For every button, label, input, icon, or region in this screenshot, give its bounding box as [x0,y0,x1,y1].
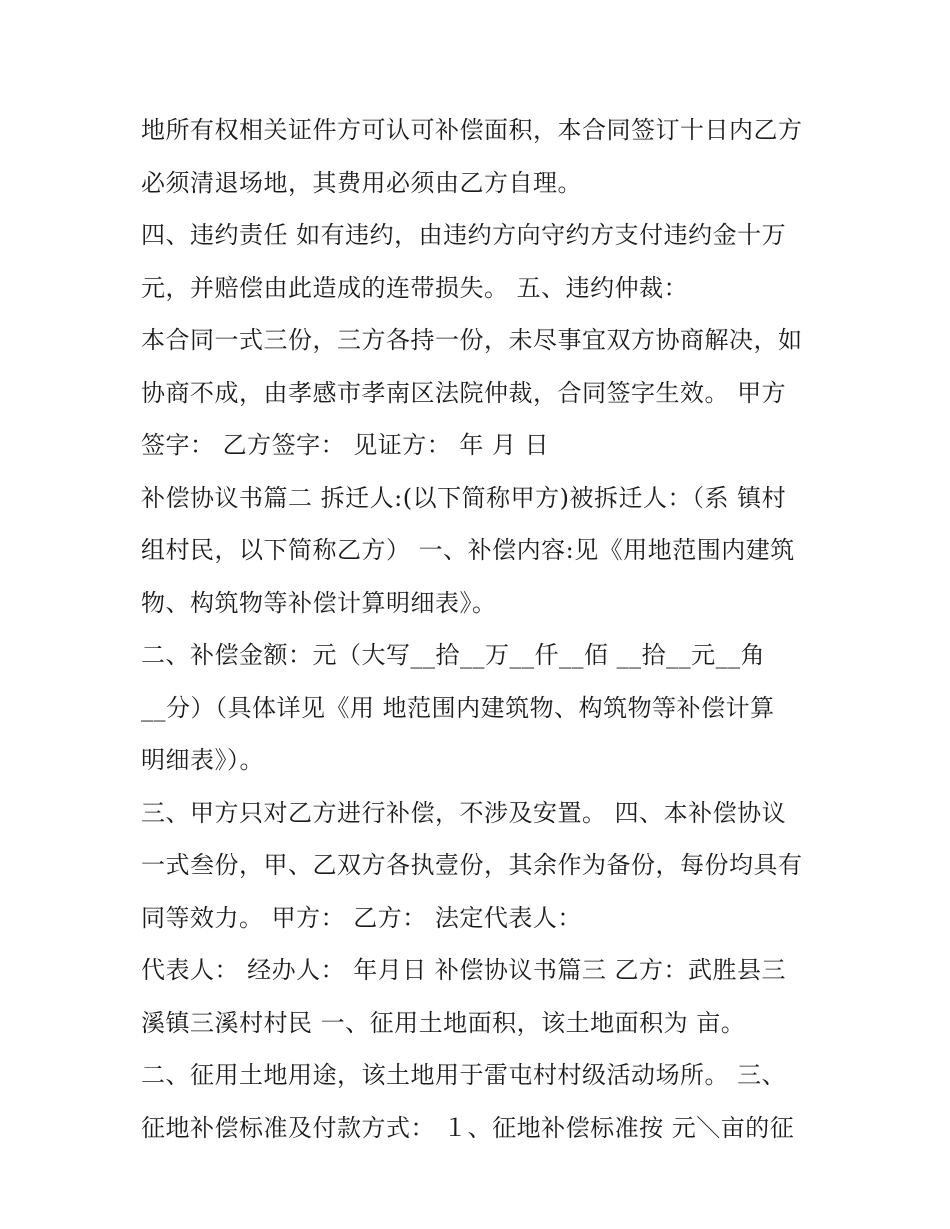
text-line-16: 同等效力。 甲方： 乙方： 法定代表人： [141,903,582,932]
document-body [141,104,831,1154]
text-line-11: 二、补偿金额：元（大写__拾__万__仟__佰 __拾__元__角 [141,641,766,669]
text-line-7: 签字： 乙方签字： 见证方： 年 月 日 [141,431,550,459]
text-line-4: 元，并赔偿由此造成的连带损失。 五、违约仲裁： [141,273,689,302]
text-line-15: 一式叁份，甲、乙双方各执壹份，其余作为备份，每份均具有 [141,851,803,879]
text-line-3: 四、违约责任 如有违约，由违约方向守约方支付违约金十万 [141,221,787,249]
text-line-12: __分）（具体详见《用 地范围内建筑物、构筑物等补偿计算 [141,693,775,722]
text-line-17: 代表人： 经办人： 年月日 补偿协议书篇三 乙方：武胜县三 [141,956,787,984]
text-line-13: 明细表》）。 [141,746,264,774]
text-line-18: 溪镇三溪村村民 一、征用土地面积，该土地面积为 亩。 [141,1008,746,1037]
text-line-6: 协商不成，由孝感市孝南区法院仲裁，合同签字生效。 甲方 [141,378,787,407]
text-line-19: 二、征用土地用途，该土地用于雷屯村村级活动场所。 三、 [141,1061,787,1089]
text-line-10: 物、构筑物等补偿计算明细表》。 [141,588,497,617]
text-line-2: 必须清退场地，其费用必须由乙方自理。 [141,168,582,197]
text-line-14: 三、甲方只对乙方进行补偿，不涉及安置。 四、本补偿协议 [141,798,787,827]
text-line-20: 征地补偿标准及付款方式： １、征地补偿标准按 元＼亩的征 [141,1113,795,1142]
text-line-9: 组村民，以下简称乙方） 一、补偿内容:见《用地范围内建筑 [141,536,795,564]
text-line-5: 本合同一式三份，三方各持一份，未尽事宜双方协商解决，如 [141,326,803,354]
text-line-8: 补偿协议书篇二 拆迁人:(以下简称甲方)被拆迁人：（系 镇村 [141,483,787,512]
text-line-1: 地所有权相关证件方可认可补偿面积，本合同签订十日内乙方 [141,116,803,144]
